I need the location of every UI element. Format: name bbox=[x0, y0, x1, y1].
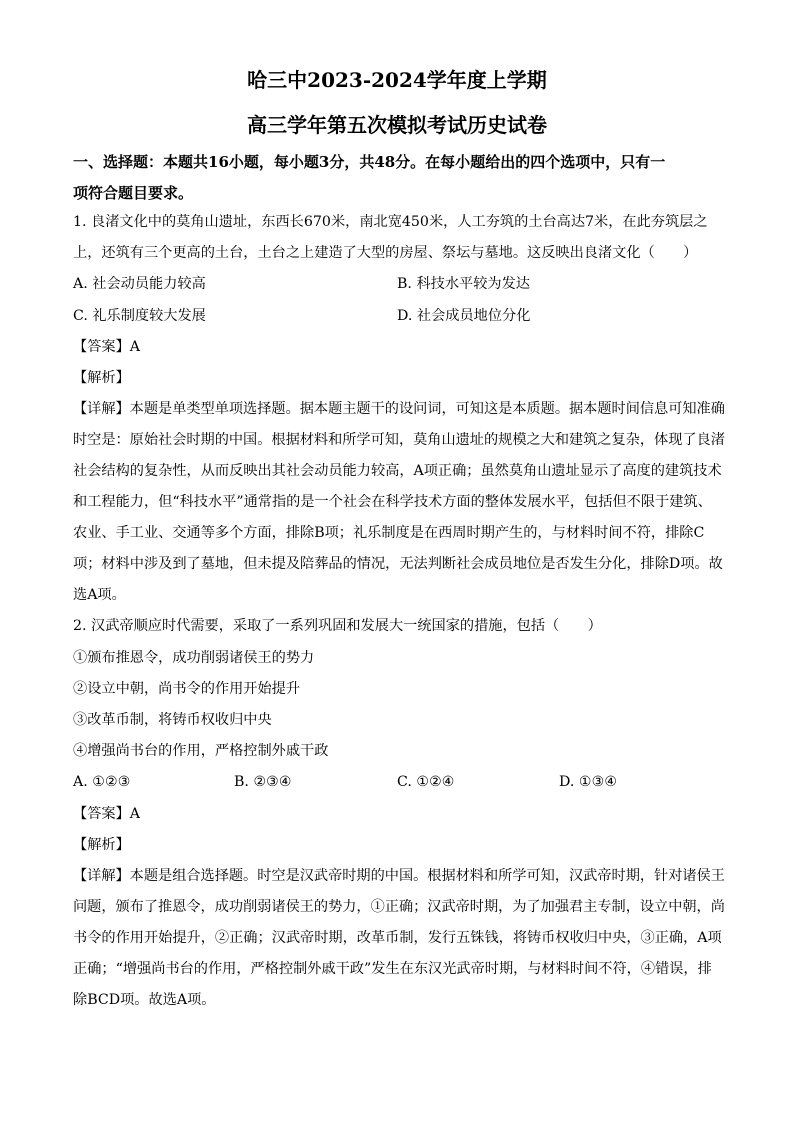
q2-option-d: D. ①③④ bbox=[559, 774, 618, 790]
q2-item: ②设立中朝，尚书令的作用开始提升 bbox=[73, 681, 301, 697]
q1-answer: 【答案】A bbox=[73, 339, 140, 355]
section-heading: 一、选择题：本题共16小题，每小题3分，共48分。在每小题给出的四个选项中，只有一 bbox=[73, 153, 666, 171]
q1-stem-line: 上，还筑有三个更高的土台，土台之上建造了大型的房屋、祭坛与墓地。这反映出良渚文化（ ） bbox=[73, 245, 698, 261]
q1-options-row bbox=[73, 306, 733, 326]
q2-item: ③改革币制，将铸币权收归中央 bbox=[73, 712, 272, 728]
q1-detail-line: 选A项。 bbox=[73, 587, 126, 603]
q2-detail-line: 问题，颁布了推恩令，成功削弱诸侯王的势力，①正确；汉武帝时期，为了加强君主专制，设立中朝，尚 bbox=[73, 899, 725, 915]
exam-title-school: 哈三中2023-2024学年度上学期 bbox=[247, 68, 547, 92]
q2-option-b: B. ②③④ bbox=[234, 774, 292, 790]
q1-option-c: C. 礼乐制度较大发展 bbox=[73, 308, 206, 324]
section-heading-cont: 项符合题目要求。 bbox=[73, 184, 194, 202]
q2-detail-line: 【详解】本题是组合选择题。时空是汉武帝时期的中国。根据材料和所学可知，汉武帝时期，针对诸侯王 bbox=[73, 868, 725, 884]
q2-option-a: A. ①②③ bbox=[73, 774, 131, 790]
q1-stem-line: 1. 良渚文化中的莫角山遗址，东西长670米，南北宽450米，人工夯筑的土台高达7米，在此夯筑层之 bbox=[73, 214, 708, 230]
q2-stem: 2. 汉武帝顺应时代需要，采取了一系列巩固和发展大一统国家的措施，包括（ ） bbox=[73, 618, 602, 634]
q1-detail-line: 社会结构的复杂性，从而反映出其社会动员能力较高，A项正确；虽然莫角山遗址显示了高度的建筑技术 bbox=[73, 463, 722, 479]
q2-answer: 【答案】A bbox=[73, 806, 140, 822]
q2-detail-line: 书令的作用开始提升，②正确；汉武帝时期，改革币制，发行五铢钱，将铸币权收归中央，③正确，A项 bbox=[73, 930, 722, 946]
q1-option-d: D. 社会成员地位分化 bbox=[397, 308, 531, 324]
q1-detail-line: 【详解】本题是单类型单项选择题。据本题主题干的设问词，可知这是本质题。据本题时间信息可知准确 bbox=[73, 401, 725, 417]
q1-option-a: A. 社会动员能力较高 bbox=[73, 276, 206, 292]
q1-analysis-label: 【解析】 bbox=[73, 370, 130, 386]
q1-detail-line: 农业、手工业、交通等多个方面，排除B项；礼乐制度是在西周时期产生的，与材料时间不符，排除C bbox=[73, 525, 705, 541]
q2-analysis-label: 【解析】 bbox=[73, 837, 130, 853]
q2-options-row bbox=[73, 772, 733, 792]
q1-detail-line: 时空是：原始社会时期的中国。根据材料和所学可知，莫角山遗址的规模之大和建筑之复杂，体现了良渚 bbox=[73, 432, 725, 448]
q1-detail-line: 和工程能力，但“科技水平”通常指的是一个社会在科学技术方面的整体发展水平，包括但不限于建筑、 bbox=[73, 494, 712, 510]
q1-options-row bbox=[73, 274, 733, 294]
q1-detail-line: 项；材料中涉及到了墓地，但未提及陪葬品的情况，无法判断社会成员地位是否发生分化，排除D项。故 bbox=[73, 556, 723, 572]
q2-detail-line: 除BCD项。故选A项。 bbox=[73, 992, 216, 1008]
q2-item: ①颁布推恩令，成功削弱诸侯王的势力 bbox=[73, 650, 315, 666]
q2-option-c: C. ①②④ bbox=[397, 774, 455, 790]
q1-option-b: B. 科技水平较为发达 bbox=[397, 276, 530, 292]
q2-detail-line: 正确；“增强尚书台的作用，严格控制外戚干政”发生在东汉光武帝时期，与材料时间不符，④错误，排 bbox=[73, 961, 712, 977]
q2-item: ④增强尚书台的作用，严格控制外戚干政 bbox=[73, 743, 329, 759]
exam-title-subject: 高三学年第五次模拟考试历史试卷 bbox=[247, 113, 547, 137]
